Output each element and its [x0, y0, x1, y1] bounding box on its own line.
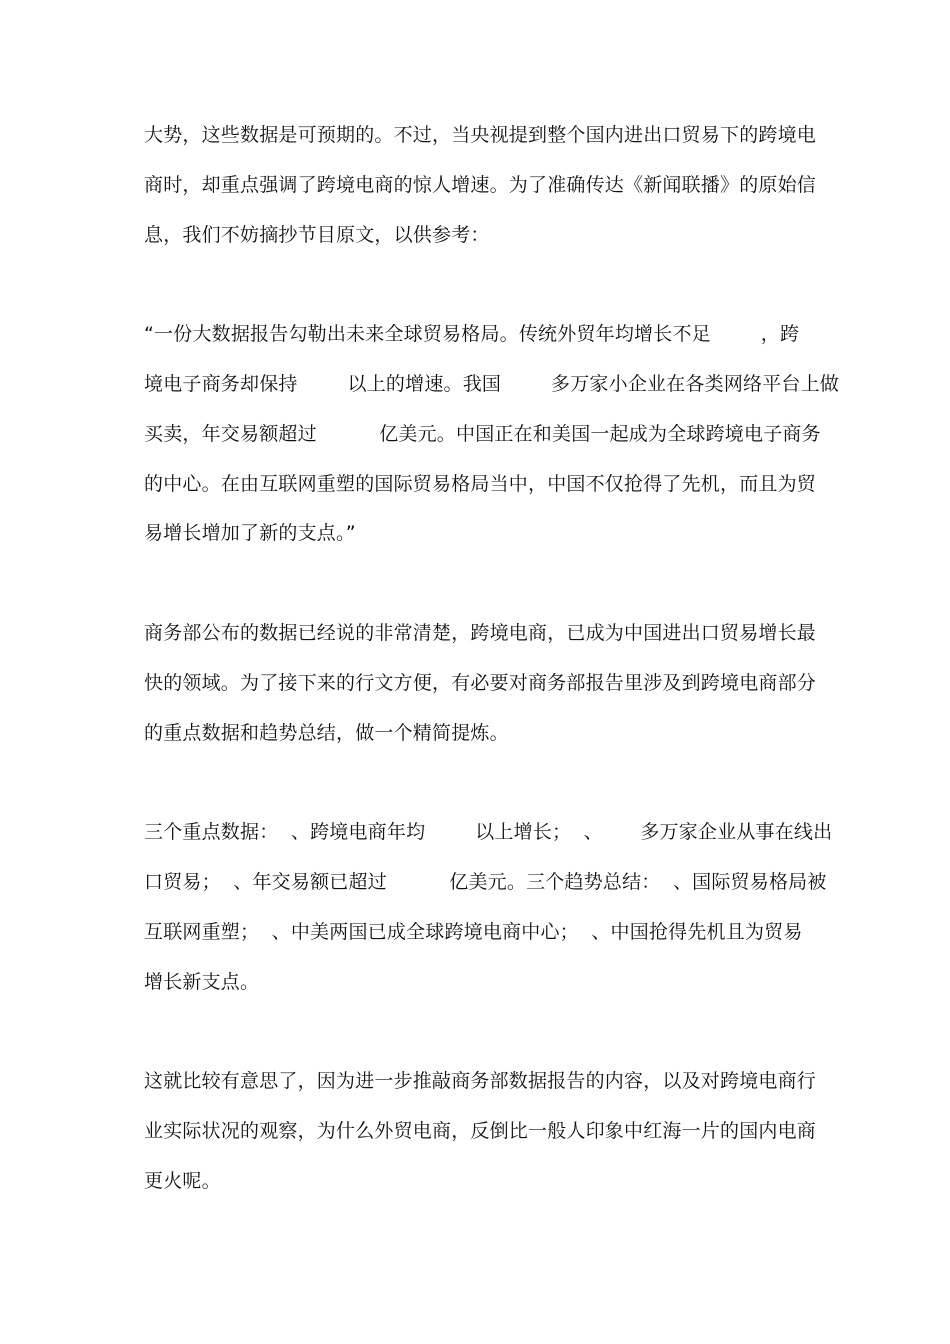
paragraph-4-line-3: 互联网重塑； 、中美两国已成全球跨境电商中心； 、中国抢得先机且为贸易 [144, 921, 803, 943]
paragraph-3-line-3: 的重点数据和趋势总结，做一个精简提炼。 [144, 722, 509, 744]
paragraph-5-line-3: 更火呢。 [144, 1170, 221, 1192]
quote-line-3: 买卖，年交易额超过 亿美元。中国正在和美国一起成为全球跨境电子商务 [144, 423, 821, 445]
paragraph-3-line-2: 快的领域。为了接下来的行文方便，有必要对商务部报告里涉及到跨境电商部分 [144, 672, 817, 694]
paragraph-1-line-1: 大势，这些数据是可预期的。不过，当央视提到整个国内进出口贸易下的跨境电 [144, 124, 817, 146]
quote-line-5: 易增长增加了新的支点。” [144, 522, 356, 544]
paragraph-4-line-2: 口贸易； 、年交易额已超过 亿美元。三个趋势总结： 、国际贸易格局被 [144, 871, 827, 893]
quote-line-4: 的中心。在由互联网重塑的国际贸易格局当中，中国不仅抢得了先机，而且为贸 [144, 473, 817, 495]
paragraph-5-line-1: 这就比较有意思了，因为进一步推敲商务部数据报告的内容，以及对跨境电商行 [144, 1070, 817, 1092]
paragraph-3-line-1: 商务部公布的数据已经说的非常清楚，跨境电商，已成为中国进出口贸易增长最 [144, 622, 817, 644]
paragraph-4-line-4: 增长新支点。 [144, 971, 260, 993]
paragraph-1-line-3: 息，我们不妨摘抄节目原文，以供参考： [144, 224, 490, 246]
paragraph-4-line-1: 三个重点数据： 、跨境电商年均 以上增长； 、 多万家企业从事在线出 [144, 821, 833, 843]
paragraph-5-line-2: 业实际状况的观察，为什么外贸电商，反倒比一般人印象中红海一片的国内电商 [144, 1120, 817, 1142]
quote-line-1: “一份大数据报告勾勒出未来全球贸易格局。传统外贸年均增长不足 ，跨 [144, 323, 800, 345]
paragraph-1-line-2: 商时，却重点强调了跨境电商的惊人增速。为了准确传达《新闻联播》的原始信 [144, 174, 817, 196]
quote-line-2: 境电子商务却保持 以上的增速。我国 多万家小企业在各类网络平台上做 [144, 373, 840, 395]
